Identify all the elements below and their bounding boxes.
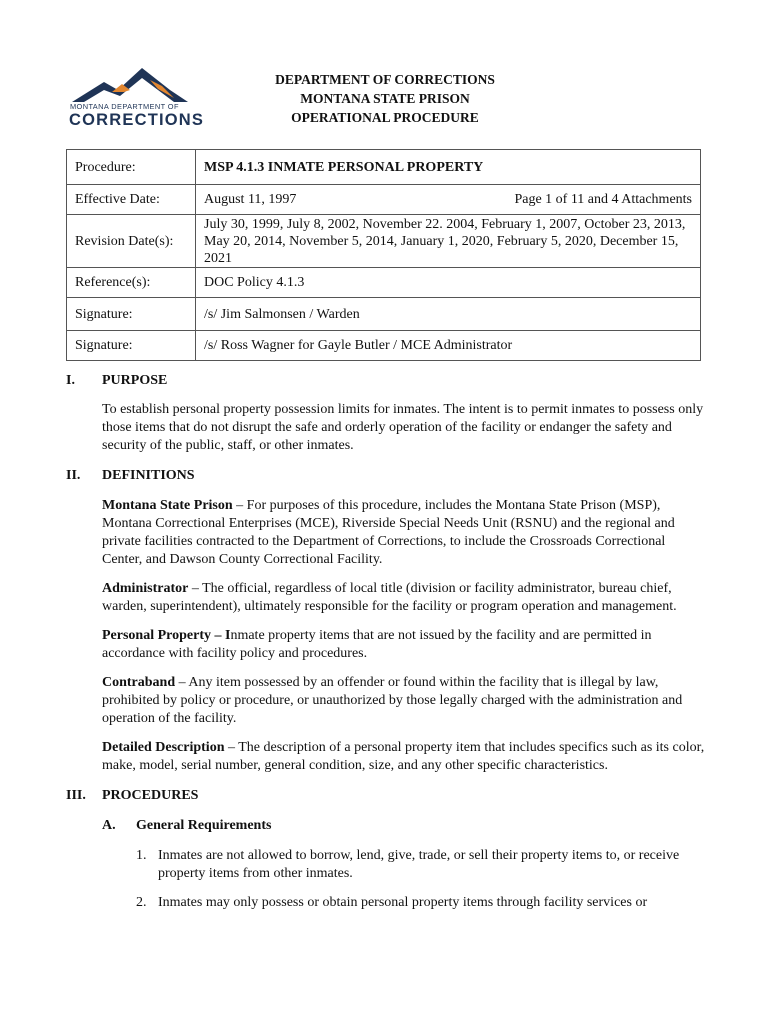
definition-detailed-description	[102, 739, 706, 775]
section-definitions-heading	[66, 467, 706, 485]
list-item-text: Inmates may only possess or obtain personal property items through facility services or	[158, 895, 648, 910]
purpose-paragraph: To establish personal property possession limits for inmates. The intent is to permit inmates to possess only those items that do not disrupt the safe and orderly operation of the facility or endanger the safety and security of the public, staff, or other inmates.	[102, 402, 704, 453]
revision-dates-value: July 30, 1999, July 8, 2002, November 22. 2004, February 1, 2007, October 23, 2013, May 20, 2014, November 5, 2014, January 1, 2020, February 5, 2020, December 15, 2021	[196, 215, 701, 268]
references-label: Reference(s):	[67, 268, 196, 298]
header-procedure-type: OPERATIONAL PROCEDURE	[291, 110, 479, 125]
effective-date-value: August 11, 1997	[204, 192, 297, 207]
definition-term: Detailed Description	[102, 740, 225, 755]
signature-label-1: Signature:	[67, 298, 196, 331]
mountain-logo-icon	[66, 62, 196, 104]
effective-date-row	[67, 185, 701, 215]
list-item	[136, 894, 706, 912]
definition-term: Contraband	[102, 675, 176, 690]
section-title: PURPOSE	[102, 373, 168, 388]
definition-term: Administrator	[102, 581, 189, 596]
definition-contraband	[102, 674, 706, 728]
section-title: DEFINITIONS	[102, 468, 195, 483]
corrections-logo	[66, 62, 205, 134]
signature-label-2: Signature:	[67, 331, 196, 361]
list-item	[136, 847, 706, 883]
signature-row-1	[67, 298, 701, 331]
references-value: DOC Policy 4.1.3	[196, 268, 701, 298]
definition-montana-state-prison	[102, 497, 706, 569]
procedure-row	[67, 150, 701, 185]
section-title: PROCEDURES	[102, 788, 199, 803]
definition-text: – For purposes of this procedure, includes the Montana State Prison (MSP), Montana Correctional Enterprises (MCE), Riverside Special Needs Unit (RSNU) and the regional and private facilities contracted to the Department of Corrections, to include the Crossroads Correctional Center, and Dawson County Correctional Facility.	[102, 498, 675, 567]
header-prison: MONTANA STATE PRISON	[300, 91, 470, 106]
section-number: III.	[66, 788, 86, 803]
procedure-metadata-table	[66, 149, 701, 361]
subsection-title: General Requirements	[136, 818, 272, 833]
definition-text: – Any item possessed by an offender or found within the facility that is illegal by law, prohibited by policy or procedure, or unauthorized by those legally charged with the administration and operation of the facility.	[102, 675, 683, 726]
definition-term: Personal Property – I	[102, 628, 231, 643]
procedure-label: Procedure:	[67, 150, 196, 185]
document-body	[66, 372, 706, 912]
section-procedures-heading	[66, 787, 706, 805]
effective-date-label: Effective Date:	[67, 185, 196, 215]
document-header	[220, 70, 550, 127]
list-item-text: Inmates are not allowed to borrow, lend, give, trade, or sell their property items to, or receive property items from other inmates.	[158, 848, 680, 881]
logo-title: CORRECTIONS	[69, 111, 205, 129]
list-item-number: 1.	[136, 848, 147, 863]
references-row	[67, 268, 701, 298]
section-number: II.	[66, 468, 81, 483]
definition-text: nmate property items that are not issued by the facility and are permitted in accordance with facility policy and procedures.	[102, 628, 652, 661]
page-info: Page 1 of 11 and 4 Attachments	[514, 192, 692, 207]
list-item-number: 2.	[136, 895, 147, 910]
subsection-number: A.	[102, 818, 116, 833]
header-department: DEPARTMENT OF CORRECTIONS	[275, 72, 495, 87]
section-number: I.	[66, 373, 75, 388]
section-purpose-heading	[66, 372, 706, 390]
signature-row-2	[67, 331, 701, 361]
procedure-value: MSP 4.1.3 INMATE PERSONAL PROPERTY	[196, 150, 701, 185]
revision-dates-row	[67, 215, 701, 268]
logo-subtitle: MONTANA DEPARTMENT OF	[70, 102, 179, 111]
definition-term: Montana State Prison	[102, 498, 233, 513]
revision-dates-label: Revision Date(s):	[67, 215, 196, 268]
definition-text: – The official, regardless of local title (division or facility administrator, bureau chief, warden, superintendent), ultimately responsible for the facility or program operation and management.	[102, 581, 677, 614]
definition-administrator	[102, 580, 706, 616]
effective-date-cell	[196, 185, 701, 215]
definition-personal-property	[102, 627, 706, 663]
signature-value-2: /s/ Ross Wagner for Gayle Butler / MCE Administrator	[196, 331, 701, 361]
definition-text: – The description of a personal property item that includes specifics such as its color, make, model, serial number, general condition, size, and any other specific characteristics.	[102, 740, 705, 773]
subsection-general-requirements	[102, 817, 706, 835]
signature-value-1: /s/ Jim Salmonsen / Warden	[196, 298, 701, 331]
